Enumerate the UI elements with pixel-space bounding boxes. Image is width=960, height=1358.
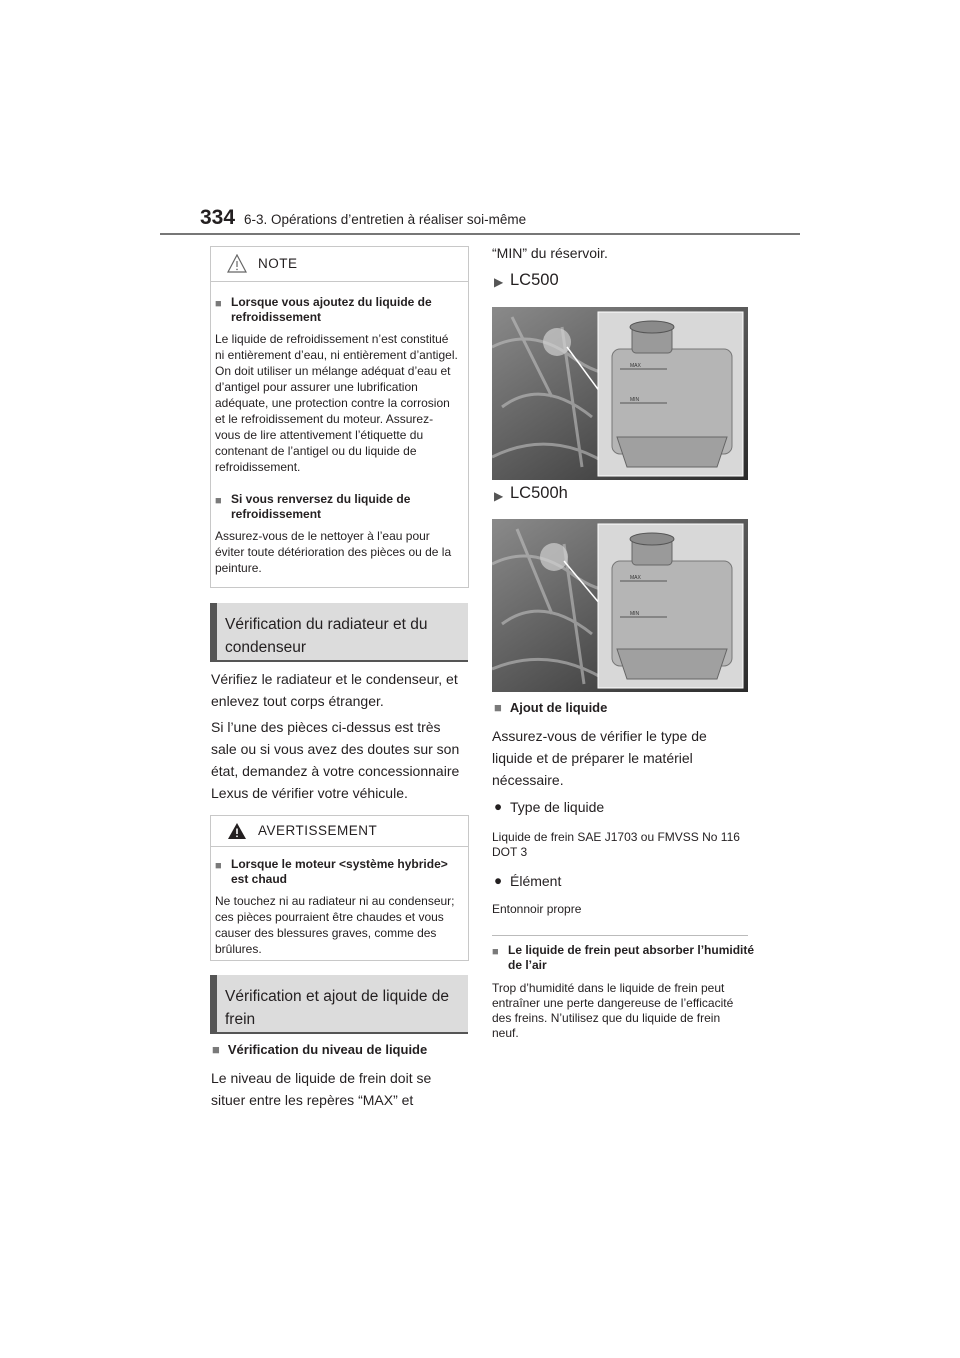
bullet-dot-icon: ●	[494, 873, 503, 888]
note-box	[210, 246, 469, 588]
note-box-header	[211, 247, 468, 282]
bullet-dot-icon: ●	[494, 799, 503, 814]
triangle-bullet-icon: ▶	[494, 489, 504, 503]
note-heading-1: ■ Lorsque vous ajoutez du liquide de refroidissement	[215, 295, 432, 324]
square-bullet-icon: ■	[215, 495, 222, 507]
model-label-lc500: LC500	[510, 271, 559, 289]
fluid-type-label: Type de liquide	[510, 799, 605, 815]
warning-triangle-icon	[227, 822, 247, 840]
warning-box	[210, 815, 469, 961]
square-bullet-icon: ■	[215, 860, 222, 872]
divider-line	[492, 935, 748, 936]
model-label-lc500h: LC500h	[510, 484, 568, 502]
section-banner-brake	[210, 975, 468, 1034]
note-text-2: Assurez-vous de le nettoyer à l’eau pour éviter toute détérioration des pièces ou de la peinture.	[215, 529, 452, 575]
level-check-heading: ■ Vérification du niveau de liquide	[212, 1042, 428, 1057]
square-bullet-icon: ■	[212, 1042, 220, 1057]
page-number: 334	[200, 206, 236, 229]
warning-heading: ■ Lorsque le moteur <système hybride> est chaud	[215, 857, 448, 886]
square-bullet-icon: ■	[494, 700, 502, 715]
level-check-text-continued: “MIN” du réservoir.	[492, 245, 608, 261]
warning-box-header	[211, 816, 468, 847]
section-title: 6-3. Opérations d’entretien à réaliser soi-même	[244, 212, 527, 227]
radiator-paragraph-2: Si l’une des pièces ci-dessus est très sale ou si vous avez des doutes sur son état, demandez à votre concessionnaire Lexus de vérifier votre véhicule.	[211, 719, 460, 801]
caution-triangle-icon	[227, 254, 247, 273]
reservoir-min-mark: MIN	[630, 611, 640, 617]
radiator-paragraph-1: Vérifiez le radiateur et le condenseur, et enlevez tout corps étranger.	[211, 671, 458, 709]
section-banner-radiator	[210, 603, 468, 662]
brake-reservoir-image-lc500h	[492, 519, 748, 692]
note-text-1: Le liquide de refroidissement n’est constitué ni entièrement d’eau, ni entièrement d’antigel. On doit utiliser un mélange adéquat d’eau et d’antigel pour assurer une lubrification adéquate, une protection contre la corrosion et le refroidissement du moteur. Assurez-vous de lire attentivement l’étiquette du contenant de l’antigel ou du liquide de refroidissement.	[215, 332, 458, 474]
level-check-text: Le niveau de liquide de frein doit se situer entre les repères “MAX” et	[211, 1070, 432, 1108]
triangle-bullet-icon: ▶	[494, 275, 504, 289]
humidity-text: Trop d’humidité dans le liquide de frein peut entraîner une perte dangereuse de l’efficacité des freins. N’utilisez que du liquide de frein neuf.	[492, 981, 734, 1040]
note-heading-2: ■ Si vous renversez du liquide de refroidissement	[215, 492, 411, 521]
brake-reservoir-image-lc500	[492, 307, 748, 480]
adding-heading: ■ Ajout de liquide	[494, 700, 608, 715]
header-rule	[160, 233, 800, 235]
warning-title: AVERTISSEMENT	[258, 823, 378, 838]
reservoir-max-mark: MAX	[630, 575, 641, 581]
item-value: Entonnoir propre	[492, 902, 582, 916]
item-label: Élément	[510, 873, 562, 889]
humidity-heading: ■ Le liquide de frein peut absorber l’humidité de l’air	[492, 943, 755, 972]
adding-text: Assurez-vous de vérifier le type de liquide et de préparer le matériel nécessaire.	[492, 728, 707, 788]
reservoir-max-mark: MAX	[630, 363, 641, 369]
note-title: NOTE	[258, 256, 298, 271]
section-title-radiator: Vérification du radiateur et du condenseur	[225, 616, 428, 656]
reservoir-min-mark: MIN	[630, 397, 640, 403]
square-bullet-icon: ■	[492, 946, 499, 958]
fluid-type-value: Liquide de frein SAE J1703 ou FMVSS No 116 DOT 3	[492, 830, 740, 859]
square-bullet-icon: ■	[215, 298, 222, 310]
section-title-brake: Vérification et ajout de liquide de frein	[225, 988, 450, 1028]
warning-text: Ne touchez ni au radiateur ni au condenseur; ces pièces pourraient être chaudes et vous causer des blessures graves, comme des brûlures.	[215, 894, 455, 956]
